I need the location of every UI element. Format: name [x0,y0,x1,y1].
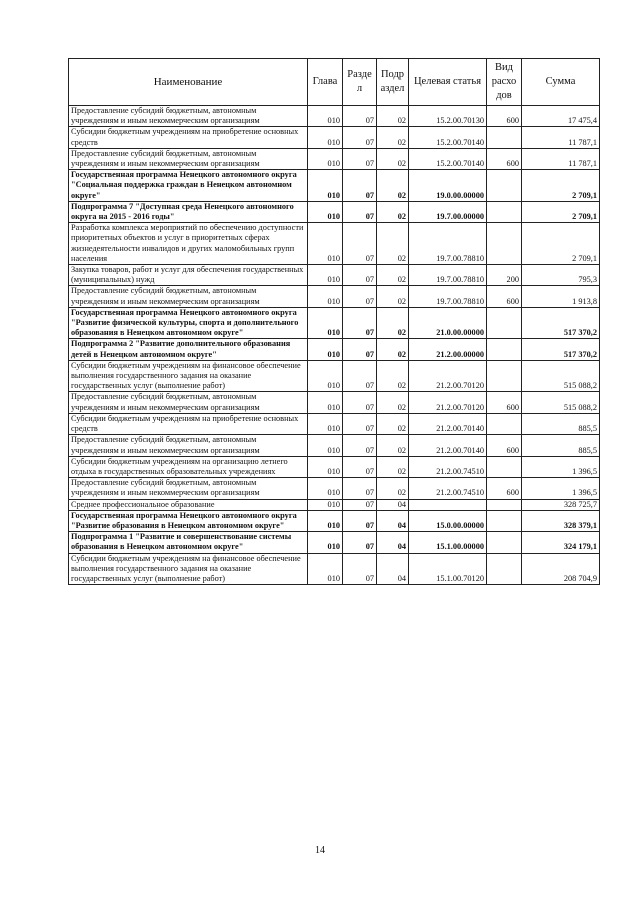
cell-name: Государственная программа Ненецкого автономного округа "Социальная поддержка граждан в Ненецком автономном округе" [69,170,308,202]
cell-razdel: 07 [343,223,377,265]
cell-vid: 600 [487,148,522,169]
cell-vid [487,307,522,339]
cell-sum: 517 370,2 [522,339,600,360]
cell-podrazdel: 02 [377,148,409,169]
cell-razdel: 07 [343,265,377,286]
cell-razdel: 07 [343,553,377,585]
table-row [69,106,600,127]
cell-sum: 1 913,8 [522,286,600,307]
cell-name: Предоставление субсидий бюджетным, автономным учреждениям и иным некоммерческим организациям [69,478,308,499]
cell-name: Закупка товаров, работ и услуг для обеспечения государственных (муниципальных) нужд [69,265,308,286]
table-row [69,148,600,169]
cell-target: 15.2.00.70140 [409,127,487,148]
table-row [69,339,600,360]
cell-podrazdel: 02 [377,307,409,339]
cell-podrazdel: 02 [377,392,409,413]
cell-target: 15.2.00.70130 [409,106,487,127]
cell-glava: 010 [308,360,343,392]
cell-glava: 010 [308,339,343,360]
cell-podrazdel: 04 [377,553,409,585]
table-row [69,413,600,434]
cell-sum: 208 704,9 [522,553,600,585]
header-glava: Глава [308,59,343,106]
cell-glava: 010 [308,510,343,531]
table-row [69,170,600,202]
cell-podrazdel: 02 [377,435,409,456]
cell-target: 15.1.00.00000 [409,532,487,553]
cell-target: 21.2.00.70120 [409,360,487,392]
cell-glava: 010 [308,307,343,339]
cell-sum: 517 370,2 [522,307,600,339]
cell-razdel: 07 [343,307,377,339]
cell-glava: 010 [308,532,343,553]
header-vid: Вид расхо дов [487,59,522,106]
cell-sum: 328 379,1 [522,510,600,531]
cell-podrazdel: 02 [377,127,409,148]
cell-razdel: 07 [343,360,377,392]
cell-vid [487,553,522,585]
cell-razdel: 07 [343,478,377,499]
cell-sum: 885,5 [522,435,600,456]
cell-vid [487,201,522,222]
cell-glava: 010 [308,265,343,286]
cell-name: Субсидии бюджетным учреждениям на приобретение основных средств [69,127,308,148]
cell-name: Подпрограмма 7 "Доступная среда Ненецкого автономного округа на 2015 - 2016 годы" [69,201,308,222]
table-row [69,478,600,499]
cell-glava: 010 [308,553,343,585]
header-name: Наименование [69,59,308,106]
table-row [69,127,600,148]
cell-sum: 795,3 [522,265,600,286]
cell-target: 21.2.00.70140 [409,435,487,456]
cell-razdel: 07 [343,456,377,477]
cell-name: Предоставление субсидий бюджетным, автономным учреждениям и иным некоммерческим организациям [69,106,308,127]
table-row [69,286,600,307]
cell-sum: 1 396,5 [522,478,600,499]
cell-razdel: 07 [343,413,377,434]
cell-glava: 010 [308,392,343,413]
header-target: Целевая статья [409,59,487,106]
cell-podrazdel: 04 [377,499,409,510]
cell-vid [487,456,522,477]
cell-name: Субсидии бюджетным учреждениям на финансовое обеспечение выполнения государственного задания на оказание государственных услуг (выполнение работ) [69,553,308,585]
cell-razdel: 07 [343,127,377,148]
cell-name: Предоставление субсидий бюджетным, автономным учреждениям и иным некоммерческим организациям [69,286,308,307]
cell-target: 15.1.00.70120 [409,553,487,585]
cell-glava: 010 [308,201,343,222]
cell-razdel: 07 [343,499,377,510]
cell-podrazdel: 04 [377,510,409,531]
cell-vid [487,413,522,434]
cell-glava: 010 [308,456,343,477]
table-row [69,553,600,585]
cell-vid: 600 [487,286,522,307]
cell-razdel: 07 [343,148,377,169]
cell-sum: 515 088,2 [522,360,600,392]
cell-podrazdel: 02 [377,360,409,392]
cell-target: 21.2.00.74510 [409,478,487,499]
cell-target: 19.0.00.00000 [409,170,487,202]
cell-glava: 010 [308,286,343,307]
cell-vid [487,170,522,202]
cell-target: 15.2.00.70140 [409,148,487,169]
table-row [69,510,600,531]
cell-razdel: 07 [343,286,377,307]
cell-name: Предоставление субсидий бюджетным, автономным учреждениям и иным некоммерческим организациям [69,148,308,169]
cell-name: Субсидии бюджетным учреждениям на организацию летнего отдыха в государственных образовательных учреждениях [69,456,308,477]
cell-target: 19.7.00.00000 [409,201,487,222]
cell-vid [487,499,522,510]
cell-glava: 010 [308,148,343,169]
cell-podrazdel: 02 [377,413,409,434]
cell-sum: 2 709,1 [522,223,600,265]
cell-sum: 2 709,1 [522,170,600,202]
header-razdel: Разде л [343,59,377,106]
cell-podrazdel: 02 [377,201,409,222]
cell-vid [487,510,522,531]
cell-razdel: 07 [343,435,377,456]
cell-vid [487,532,522,553]
cell-vid: 600 [487,435,522,456]
table-row [69,392,600,413]
cell-podrazdel: 02 [377,478,409,499]
cell-target: 19.7.00.78810 [409,286,487,307]
cell-razdel: 07 [343,392,377,413]
cell-vid: 600 [487,106,522,127]
cell-sum: 2 709,1 [522,201,600,222]
cell-target: 19.7.00.78810 [409,265,487,286]
cell-name: Субсидии бюджетным учреждениям на приобретение основных средств [69,413,308,434]
cell-glava: 010 [308,435,343,456]
cell-name: Государственная программа Ненецкого автономного округа "Развитие образования в Ненецком автономном округе" [69,510,308,531]
cell-name: Субсидии бюджетным учреждениям на финансовое обеспечение выполнения государственного задания на оказание государственных услуг (выполнение работ) [69,360,308,392]
cell-target [409,499,487,510]
cell-podrazdel: 02 [377,265,409,286]
cell-sum: 11 787,1 [522,148,600,169]
cell-razdel: 07 [343,532,377,553]
cell-sum: 324 179,1 [522,532,600,553]
cell-sum: 328 725,7 [522,499,600,510]
cell-name: Предоставление субсидий бюджетным, автономным учреждениям и иным некоммерческим организациям [69,435,308,456]
cell-target: 19.7.00.78810 [409,223,487,265]
cell-glava: 010 [308,223,343,265]
table-row [69,265,600,286]
cell-target: 21.2.00.70120 [409,392,487,413]
cell-podrazdel: 02 [377,339,409,360]
header-podrazdel: Подр аздел [377,59,409,106]
cell-sum: 515 088,2 [522,392,600,413]
cell-podrazdel: 02 [377,456,409,477]
table-row [69,201,600,222]
cell-vid [487,223,522,265]
cell-glava: 010 [308,499,343,510]
cell-name: Среднее профессиональное образование [69,499,308,510]
cell-target: 15.0.00.00000 [409,510,487,531]
cell-sum: 17 475,4 [522,106,600,127]
table-body [69,106,600,585]
cell-target: 21.2.00.70140 [409,413,487,434]
cell-target: 21.2.00.74510 [409,456,487,477]
cell-name: Разработка комплекса мероприятий по обеспечению доступности приоритетных объектов и услуг в приоритетных сферах жизнедеятельности инвалидов и других маломобильных групп населения [69,223,308,265]
cell-podrazdel: 02 [377,286,409,307]
table-row [69,499,600,510]
cell-glava: 010 [308,106,343,127]
cell-vid [487,127,522,148]
cell-razdel: 07 [343,106,377,127]
header-sum: Сумма [522,59,600,106]
cell-razdel: 07 [343,170,377,202]
cell-podrazdel: 02 [377,106,409,127]
table-row [69,307,600,339]
cell-vid: 600 [487,392,522,413]
cell-vid [487,339,522,360]
cell-name: Подпрограмма 1 "Развитие и совершенствование системы образования в Ненецком автономном округе" [69,532,308,553]
budget-table [68,58,600,585]
cell-glava: 010 [308,413,343,434]
cell-razdel: 07 [343,201,377,222]
cell-name: Государственная программа Ненецкого автономного округа "Развитие физической культуры, спорта и дополнительного образования в Ненецком автономном округе" [69,307,308,339]
cell-glava: 010 [308,170,343,202]
cell-sum: 885,5 [522,413,600,434]
cell-target: 21.0.00.00000 [409,307,487,339]
cell-glava: 010 [308,127,343,148]
cell-razdel: 07 [343,339,377,360]
table-row [69,360,600,392]
cell-podrazdel: 04 [377,532,409,553]
table-row [69,435,600,456]
table-row [69,532,600,553]
table-header-row [69,59,600,106]
cell-sum: 11 787,1 [522,127,600,148]
cell-target: 21.2.00.00000 [409,339,487,360]
table-row [69,223,600,265]
cell-podrazdel: 02 [377,223,409,265]
cell-vid: 200 [487,265,522,286]
cell-vid: 600 [487,478,522,499]
page-number: 14 [315,845,325,856]
cell-podrazdel: 02 [377,170,409,202]
cell-razdel: 07 [343,510,377,531]
cell-sum: 1 396,5 [522,456,600,477]
table-row [69,456,600,477]
cell-name: Предоставление субсидий бюджетным, автономным учреждениям и иным некоммерческим организациям [69,392,308,413]
cell-name: Подпрограмма 2 "Развитие дополнительного образования детей в Ненецком автономном округе" [69,339,308,360]
cell-glava: 010 [308,478,343,499]
cell-vid [487,360,522,392]
